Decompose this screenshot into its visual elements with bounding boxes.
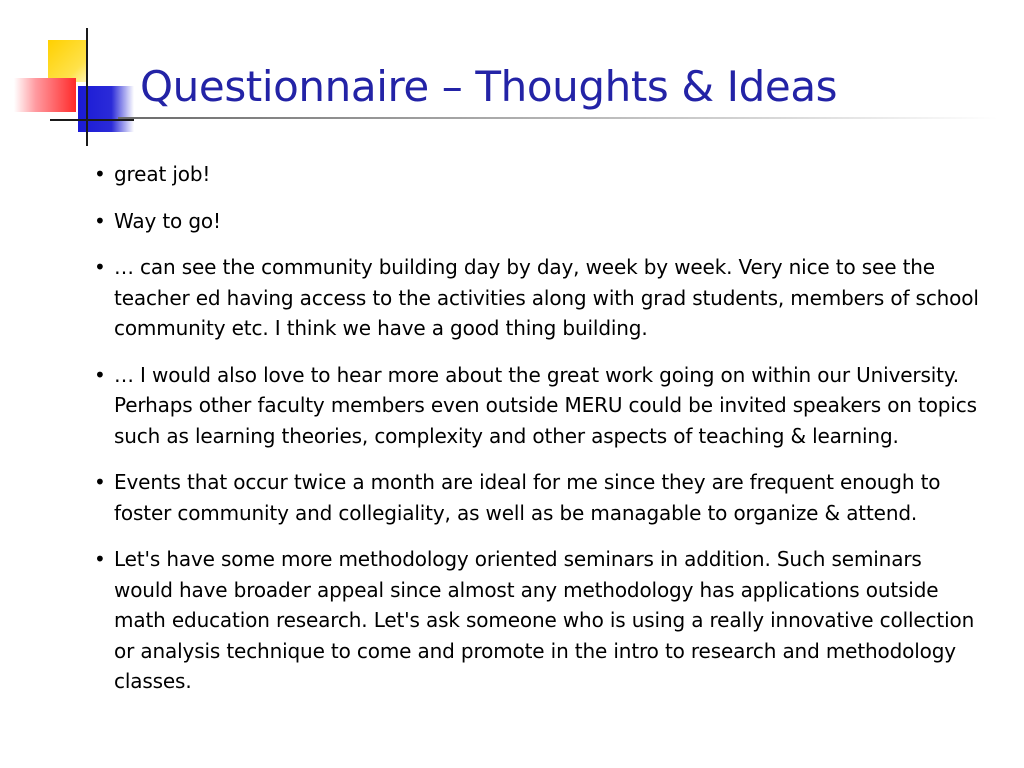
bullet-text: … I would also love to hear more about the great work going on within our University. Perhaps other faculty members even outside MERU could be invited speakers on topics such as learning theories, complexity and other aspects of teaching & learning. xyxy=(114,362,977,448)
horizontal-line-decoration xyxy=(50,119,134,121)
red-gradient-decoration xyxy=(14,78,76,112)
bullet-text: great job! xyxy=(114,162,211,186)
bullet-text: Way to go! xyxy=(114,208,221,233)
vertical-line-decoration xyxy=(86,28,88,146)
bullet-marker: • xyxy=(94,208,106,233)
bullet-text: … can see the community building day by day, week by week. Very nice to see the teacher ed having access to the activities along with grad students, members of school community etc. I think we have a good thing building. xyxy=(114,255,979,340)
bullet-item xyxy=(94,467,984,528)
bullet-item xyxy=(94,360,984,452)
bullet-list xyxy=(94,159,984,713)
bullet-text: Events that occur twice a month are ideal for me since they are frequent enough to foster community and collegiality, as well as be managable to organize & attend. xyxy=(114,470,941,525)
decorative-logo-graphic xyxy=(0,0,140,150)
yellow-square-decoration xyxy=(48,40,88,82)
bullet-marker: • xyxy=(94,362,106,387)
bullet-marker: • xyxy=(94,255,106,279)
bullet-marker: • xyxy=(94,470,106,494)
bullet-item xyxy=(94,544,984,697)
bullet-item xyxy=(94,252,984,344)
bullet-marker: • xyxy=(94,547,106,571)
bullet-text: Let's have some more methodology oriented seminars in addition. Such seminars would have broader appeal since almost any methodology has applications outside math education research. Let's ask someone who is using a really innovative collection or analysis technique to come and promote in the intro to research and methodology classes. xyxy=(114,547,975,693)
slide-title: Questionnaire – Thoughts & Ideas xyxy=(140,62,838,111)
bullet-marker: • xyxy=(94,162,106,186)
bullet-item xyxy=(94,159,984,190)
bullet-item xyxy=(94,206,984,237)
